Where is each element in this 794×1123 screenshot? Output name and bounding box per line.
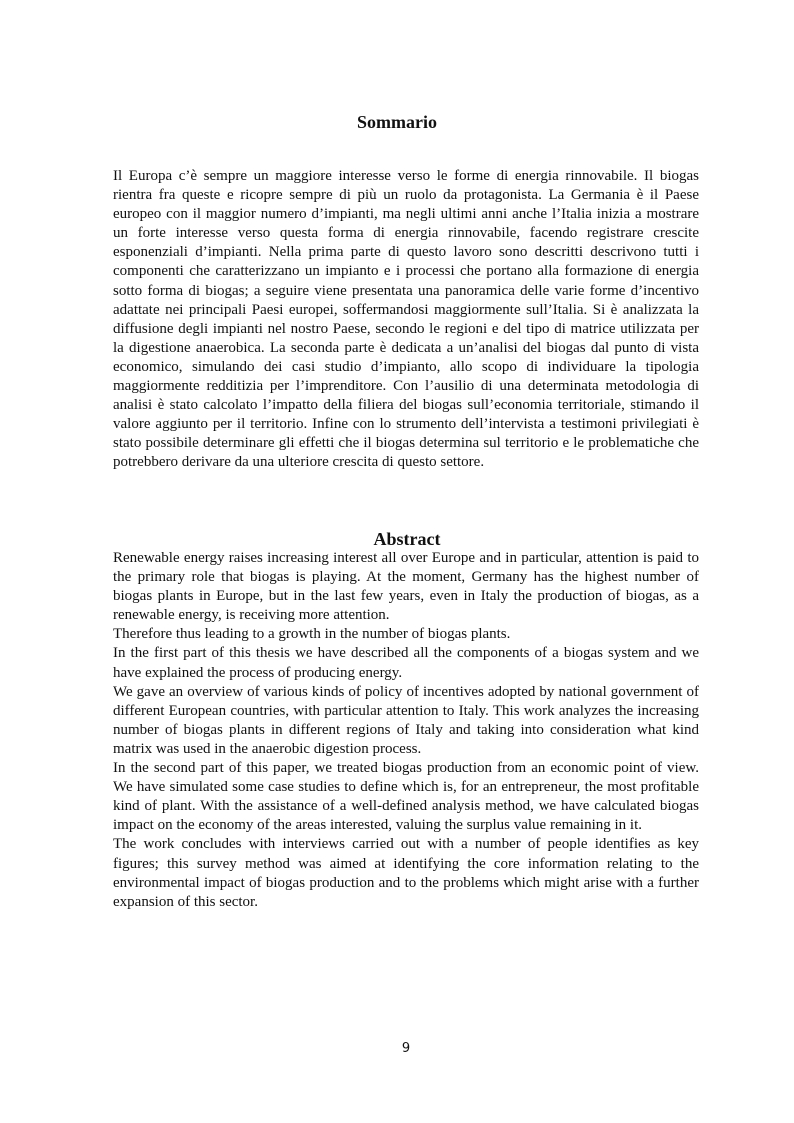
abstract-paragraph-1: Renewable energy raises increasing interest all over Europe and in particular, attention is paid to the primary role that biogas is playing. At the moment, Germany has the highest number of biogas plants in Europe, but in the last few years, even in Italy the production of biogas, as a renewable energy, is receiving more attention. xyxy=(113,550,699,624)
abstract-paragraph-4: We gave an overview of various kinds of policy of incentives adopted by national government of different European countries, with particular attention to Italy. This work analyzes the increasing number of biogas plants in different regions of Italy and taking into consideration what kind matrix was used in the anaerobic digestion process. xyxy=(113,683,699,757)
page-number: 9 xyxy=(401,1041,411,1056)
abstract-body xyxy=(113,549,699,912)
sommario-heading: Sommario xyxy=(357,112,437,132)
abstract-paragraph-6: The work concludes with interviews carried out with a number of people identifies as key figures; this survey method was aimed at identifying the core information relating to the environmental impact of biogas production and to the problems which might arise with a further expansion of this sector. xyxy=(113,836,699,910)
abstract-paragraph-3: In the first part of this thesis we have described all the components of a biogas system and we have explained the process of producing energy. xyxy=(113,645,699,681)
abstract-paragraph-2: Therefore thus leading to a growth in the number of biogas plants. xyxy=(113,626,511,643)
abstract-heading: Abstract xyxy=(373,529,441,549)
sommario-paragraph: Il Europa c’è sempre un maggiore interesse verso le forme di energia rinnovabile. Il biogas rientra fra queste e ricopre sempre di più un ruolo da protagonista. La Germania è il Paese europeo con il maggior numero d’impianti, ma negli ultimi anni anche l’Italia inizia a mostrare un forte interesse verso questa forma di energia rinnovabile, facendo registrare crescite esponenziali d’impianti. Nella prima parte di questo lavoro sono descritti descrivono tutti i componenti che caratterizzano un impianto e i processi che portano alla formazione di energia sotto forma di biogas; a seguire viene presentata una panoramica delle varie forme d’incentivo adattate nei principali Paesi europei, soffermandosi maggiormente sull’Italia. Si è analizzata la diffusione degli impianti nel nostro Paese, secondo le regioni e del tipo di matrice utilizzata per la digestione anaerobica. La seconda parte è dedicata a un’analisi del biogas dal punto di vista economico, simulando dei casi studio d’impianto, allo scopo di individuare la tipologia maggiormente redditizia per l’imprenditore. Con l’ausilio di una determinata metodologia di analisi è stato calcolato l’impatto della filiera del biogas sull’economia territoriale, stimando il valore aggiunto per il territorio. Infine con lo strumento dell’intervista a testimoni privilegiati è stato possibile determinare gli effetti che il biogas determina sul territorio e le problematiche che potrebbero derivare da una ulteriore crescita di questo settore. xyxy=(113,168,699,471)
abstract-paragraph-5: In the second part of this paper, we treated biogas production from an economic point of view. We have simulated some case studies to define which is, for an entrepreneur, the most profitable kind of plant. With the assistance of a well-defined analysis method, we have calculated biogas impact on the economy of the areas interested, valuing the surplus value remaining in it. xyxy=(113,760,699,834)
